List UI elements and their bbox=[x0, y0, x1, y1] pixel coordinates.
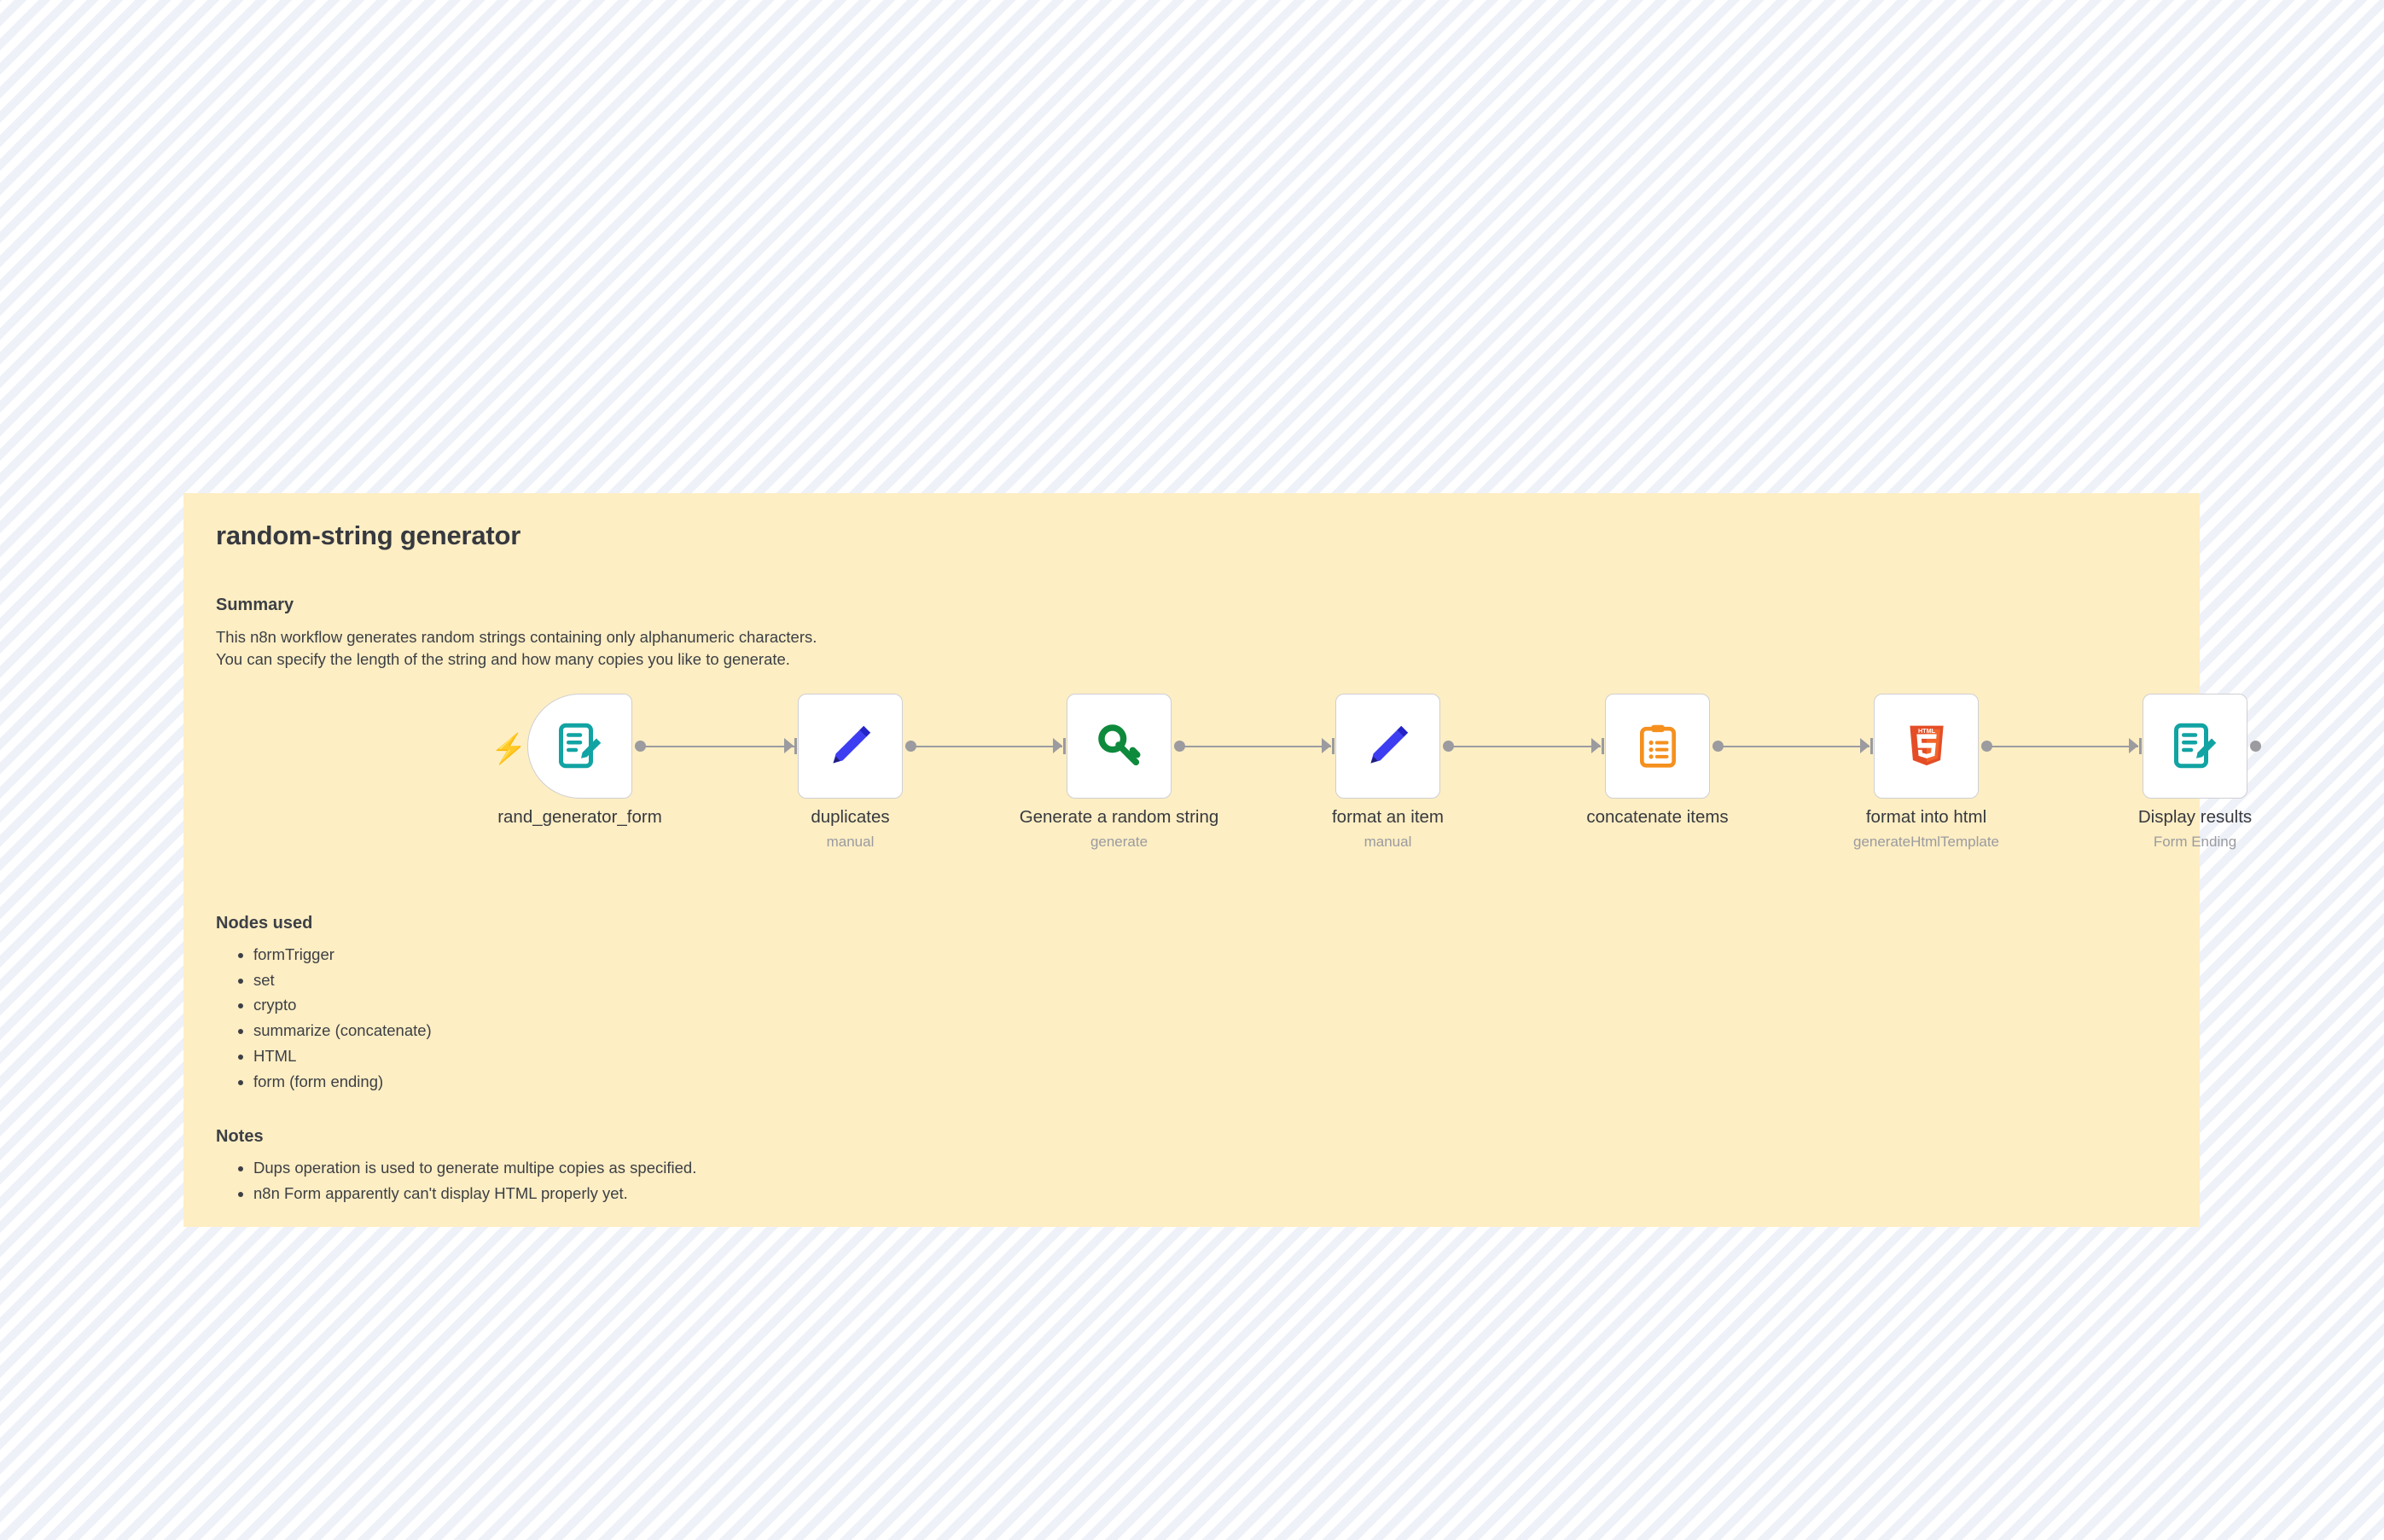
list-item: • summarize (concatenate) bbox=[253, 1018, 2183, 1043]
svg-text:HTML: HTML bbox=[1917, 727, 1935, 735]
nodes-used-list bbox=[235, 942, 2183, 1095]
node-box-concatenate-items[interactable] bbox=[1605, 694, 1710, 799]
lightning-bolt-icon: ⚡ bbox=[491, 732, 527, 765]
node-box-duplicates[interactable] bbox=[798, 694, 903, 799]
connector-input bbox=[2139, 738, 2142, 754]
list-item: • set bbox=[253, 968, 2183, 993]
workflow-canvas[interactable] bbox=[201, 694, 2253, 898]
list-item: • formTrigger bbox=[253, 942, 2183, 968]
list-item: • crypto bbox=[253, 992, 2183, 1018]
connector-line bbox=[1718, 746, 1869, 747]
connector-dot[interactable] bbox=[2250, 741, 2261, 752]
node-sublabel: generateHtmlTemplate bbox=[1852, 833, 2000, 850]
list-item: • HTML bbox=[253, 1043, 2183, 1069]
node-box-format-an-item[interactable] bbox=[1335, 694, 1440, 799]
page-title: random-string generator bbox=[216, 520, 521, 550]
node-box-format-into-html[interactable] bbox=[1874, 694, 1979, 799]
sticky-note[interactable] bbox=[183, 493, 2253, 1227]
key-icon bbox=[1095, 721, 1144, 770]
node-label: format into html bbox=[1865, 806, 1987, 827]
node-box-display-results[interactable] bbox=[2143, 694, 2247, 799]
list-item: • form (form ending) bbox=[253, 1069, 2183, 1095]
workflow-node-3[interactable] bbox=[1019, 694, 1219, 864]
connector-arrow bbox=[1860, 738, 1869, 753]
node-label: Generate a random string bbox=[1019, 806, 1219, 827]
connector-arrow bbox=[1053, 738, 1062, 753]
workflow-node-2[interactable] bbox=[798, 694, 903, 864]
node-label: rand_generator_form bbox=[497, 806, 662, 827]
workflow-node-6[interactable] bbox=[1852, 694, 2000, 864]
node-sublabel: generate bbox=[1090, 833, 1148, 850]
connector-input bbox=[1602, 738, 1604, 754]
node-label: Display results bbox=[2137, 806, 2253, 827]
node-sublabel: manual bbox=[1364, 833, 1412, 850]
summary-text bbox=[216, 626, 2183, 671]
connector-arrow bbox=[2129, 738, 2138, 753]
connector-line bbox=[911, 746, 1062, 747]
connector-input bbox=[1063, 738, 1066, 754]
workflow-node-7[interactable] bbox=[2137, 694, 2253, 864]
connector-line bbox=[1449, 746, 1601, 747]
node-box-generate-a-random-string[interactable] bbox=[1067, 694, 1172, 799]
node-sublabel: Form Ending bbox=[2153, 833, 2237, 850]
connector-line bbox=[1987, 746, 2138, 747]
workflow-node-5[interactable] bbox=[1586, 694, 1729, 864]
nodes-used-section bbox=[201, 914, 2183, 1095]
connector-line bbox=[1180, 746, 1331, 747]
connector-input bbox=[794, 738, 797, 754]
list-item: • Dups operation is used to generate multipe copies as specified. bbox=[253, 1155, 2183, 1181]
summary-line-1: This n8n workflow generates random strings containing only alphanumeric characters. bbox=[216, 628, 817, 646]
clipboard-list-icon bbox=[1634, 722, 1682, 770]
pencil-icon bbox=[1364, 721, 1413, 770]
html5-icon bbox=[1903, 722, 1951, 770]
node-label: format an item bbox=[1331, 806, 1445, 827]
connector-arrow bbox=[1322, 738, 1331, 753]
connector-arrow bbox=[784, 738, 794, 753]
summary-section bbox=[201, 596, 2183, 671]
nodes-used-heading: Nodes used bbox=[216, 913, 313, 933]
workflow-node-4[interactable] bbox=[1331, 694, 1445, 864]
notes-list bbox=[235, 1155, 2183, 1206]
connector-input bbox=[1870, 738, 1873, 754]
notes-section bbox=[201, 1127, 2183, 1206]
node-label: duplicates bbox=[811, 806, 890, 827]
node-label: concatenate items bbox=[1586, 806, 1729, 827]
workflow-node-1[interactable] bbox=[497, 694, 662, 864]
notes-heading: Notes bbox=[216, 1127, 264, 1147]
pencil-icon bbox=[826, 721, 875, 770]
connector-arrow bbox=[1591, 738, 1601, 753]
connector-input bbox=[1332, 738, 1334, 754]
connector-line bbox=[641, 746, 794, 747]
summary-heading: Summary bbox=[216, 596, 294, 614]
form-edit-icon bbox=[2170, 720, 2221, 771]
list-item: • n8n Form apparently can't display HTML properly yet. bbox=[253, 1181, 2183, 1206]
form-edit-icon bbox=[555, 720, 606, 771]
node-box-rand-generator-form[interactable] bbox=[527, 694, 632, 799]
node-sublabel: manual bbox=[826, 833, 875, 850]
summary-line-2: You can specify the length of the string and how many copies you like to generate. bbox=[216, 650, 790, 669]
